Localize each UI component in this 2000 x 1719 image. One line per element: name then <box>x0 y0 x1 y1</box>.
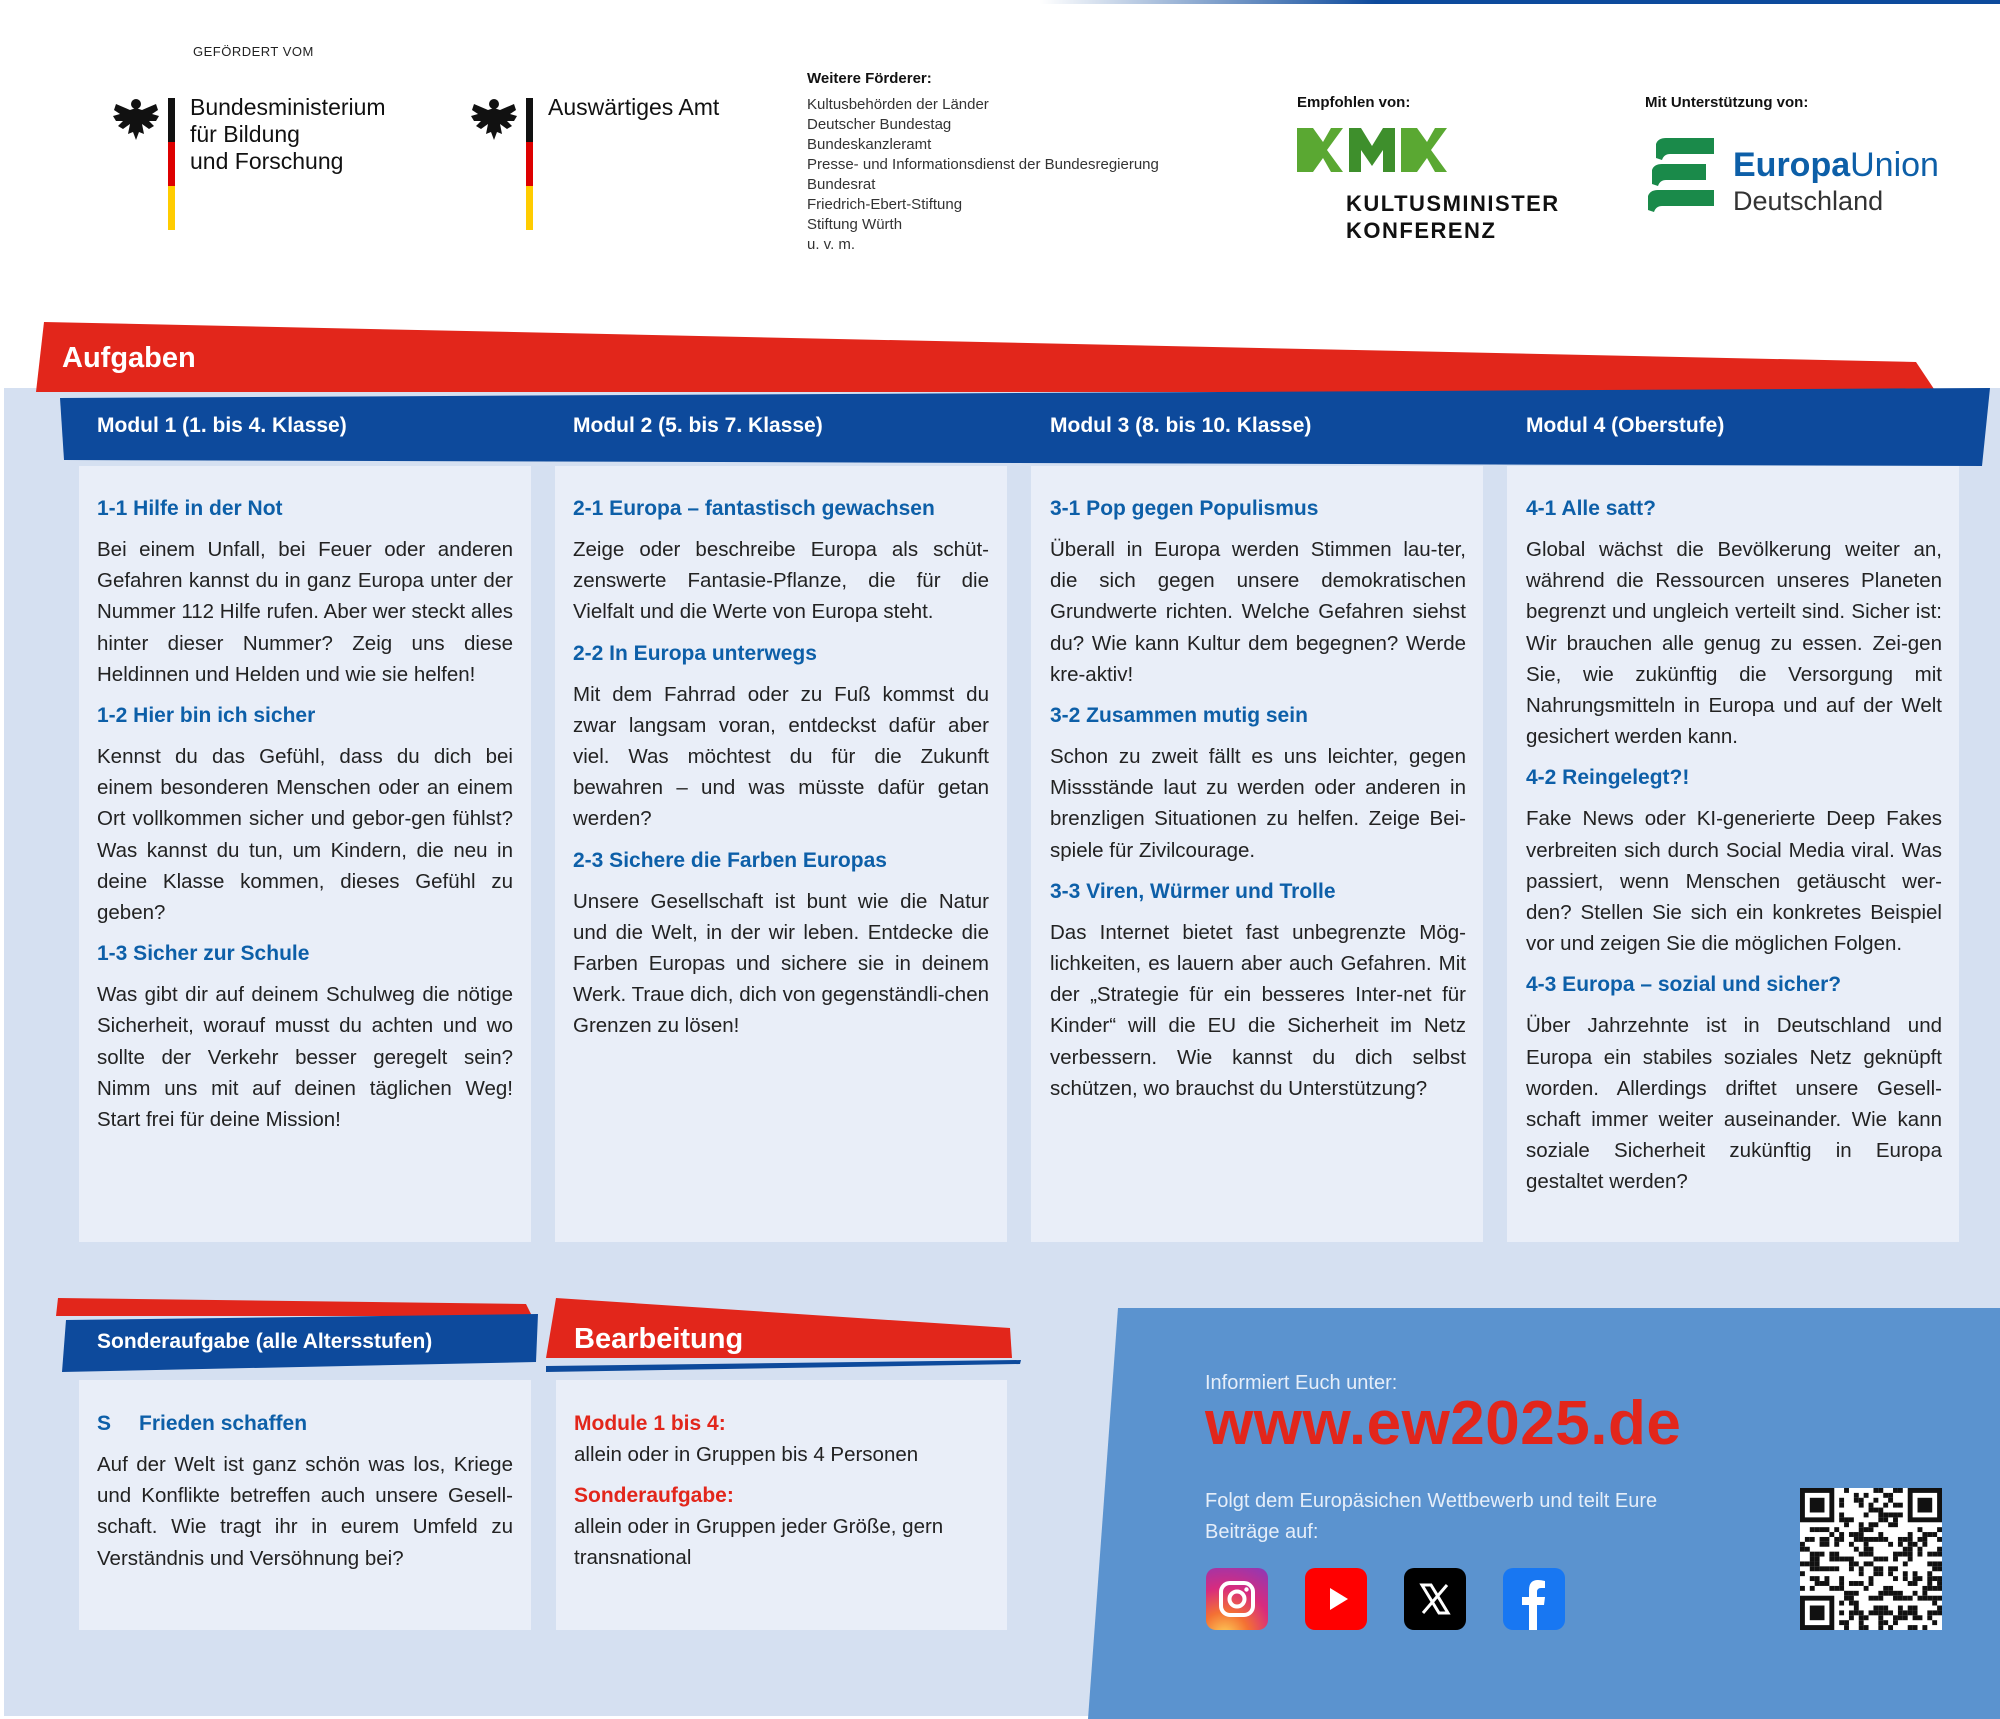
task-description: Auf der Welt ist ganz schön was los, Kriege und Konflikte betreffen auch unsere Gesell-schaft. Wie tragt ihr in eurem Umfeld zu Verständnis und Versöhnung bei? <box>97 1453 513 1570</box>
federal-eagle-icon <box>110 94 162 146</box>
x-logo-icon <box>1404 1568 1466 1630</box>
weitere-foerderer-title: Weitere Förderer: <box>807 70 932 87</box>
task-description: Fake News oder KI-generierte Deep Fakes verbreiten sich durch Social Media viral. Was passiert, wenn Menschen getäuscht wer-den? Stellen Sie sich ein konkretes Beispiel vor und zeigen Sie die möglichen Folgen. <box>1526 807 1942 956</box>
facebook-icon[interactable] <box>1503 1568 1565 1630</box>
foerderer-item: Bundeskanzleramt <box>807 136 932 153</box>
info-label: Informiert Euch unter: <box>1205 1372 1398 1394</box>
module-4-header: Modul 4 (Oberstufe) <box>1526 414 1725 437</box>
bearbeitung-text: allein oder in Gruppen bis 4 Personen <box>574 1443 919 1466</box>
task-description: Unsere Gesellschaft ist bunt wie die Natur und die Welt, in der wir leben. Entdecke die Farben Europas und sichere sie in deinem Werk. Traue dich, dich von gegenständli-chen Grenzen zu lösen! <box>573 889 989 1038</box>
bearbeitung-content <box>574 1408 990 1584</box>
task-title: 2-2 In Europa unterwegs <box>573 641 817 665</box>
module-3-tasks <box>1050 493 1466 1114</box>
task-description: Kennst du das Gefühl, dass du dich bei einem besonderen Menschen oder an einem Ort vollkommen sicher und gebor-gen fühlst? Was kannst du tun, um Kindern, die neu in deine Klasse kommen, dieses Gefühl zu geben? <box>97 745 513 925</box>
gefoerdert-label: GEFÖRDERT VOM <box>193 44 314 59</box>
german-flag-bar <box>526 98 533 230</box>
module-4-tasks <box>1526 493 1942 1208</box>
youtube-icon[interactable] <box>1305 1568 1367 1630</box>
kmk-wordmark: KULTUSMINISTER KONFERENZ <box>1346 191 1560 243</box>
aufgaben-title: Aufgaben <box>62 342 196 374</box>
task-title: 1-3 Sicher zur Schule <box>97 942 310 966</box>
sonderaufgabe-content <box>97 1408 513 1584</box>
module-2-header: Modul 2 (5. bis 7. Klasse) <box>573 414 823 437</box>
kmk-block <box>1297 94 1560 243</box>
task-description: Das Internet bietet fast unbegrenzte Mög-lichkeiten, es lauern aber auch Gefahren. Mit der „Strategie für ein besseres Inter-net für Kinder“ will die EU die Sicherheit im Netz verbessern. Wie kannst du dich selbst schützen, wo brauchst du Unterstützung? <box>1050 920 1466 1100</box>
module-2-tasks <box>573 493 989 1052</box>
website-link[interactable]: www.ew2025.de <box>1205 1389 1682 1458</box>
task-title <box>97 1408 513 1439</box>
instagram-icon[interactable] <box>1206 1568 1268 1630</box>
task-description: Zeige oder beschreibe Europa als schüt-zenswerte Fantasie-Pflanze, die für die Vielfalt und die Werte von Europa steht. <box>573 538 989 624</box>
facebook-f-icon <box>1503 1568 1565 1630</box>
unterstuetzung-label: Mit Unterstützung von: <box>1645 94 1809 111</box>
foerderer-item: u. v. m. <box>807 236 856 253</box>
bearbeitung-label: Sonderaufgabe: <box>574 1484 734 1508</box>
europa-union-name-rest: Union <box>1850 146 1939 184</box>
europa-union-block <box>1645 94 1939 216</box>
task-code: S <box>97 1412 112 1435</box>
empfohlen-label: Empfohlen von: <box>1297 94 1411 111</box>
task-title: 3-2 Zusammen mutig sein <box>1050 704 1308 728</box>
task-title: 4-2 Reingelegt?! <box>1526 766 1690 790</box>
task-title-text: Frieden schaffen <box>139 1412 308 1435</box>
foerderer-item: Presse- und Informationsdienst der Bundesregierung <box>807 156 1159 173</box>
task-title: 3-3 Viren, Würmer und Trolle <box>1050 879 1336 903</box>
foerderer-item: Friedrich-Ebert-Stiftung <box>807 196 963 213</box>
module-1-tasks <box>97 493 513 1145</box>
task-title: 4-1 Alle satt? <box>1526 497 1656 520</box>
task-description: Bei einem Unfall, bei Feuer oder anderen Gefahren kannst du in ganz Europa unter der Nummer 112 Hilfe rufen. Aber wer steckt alles hinter dieser Nummer? Zeig uns diese Heldinnen und Helden und wie sie helfen! <box>97 538 513 686</box>
task-title: 2-3 Sichere die Farben Europas <box>573 848 887 872</box>
bmbf-name: Bundesministerium für Bildung und Forschung <box>190 94 386 174</box>
task-title: 4-3 Europa – sozial und sicher? <box>1526 973 1842 997</box>
europa-union-name-bold: Europa <box>1733 146 1851 184</box>
foerderer-item: Stiftung Würth <box>807 216 903 233</box>
task-description: Was gibt dir auf deinem Schulweg die nötige Sicherheit, worauf musst du achten und wo sollte der Verkehr besser geregelt sein? Nimm uns mit auf deinen täglichen Weg! Start frei für deine Mission! <box>97 983 513 1132</box>
foerderer-item: Kultusbehörden der Länder <box>807 96 989 113</box>
youtube-play-icon <box>1305 1568 1367 1630</box>
top-accent-line <box>1040 0 2000 4</box>
foerderer-item: Deutscher Bundestag <box>807 116 952 133</box>
weitere-foerderer <box>807 70 1227 255</box>
auswaertiges-amt-logo <box>468 94 728 234</box>
bearbeitung-header: Bearbeitung <box>574 1323 744 1355</box>
task-description: Überall in Europa werden Stimmen lau-ter, die sich gegen unsere demokratischen Grundwerte richten. Welche Gefahren siehst du? Wie kann Kultur dem begegnen? Werde kre-aktiv! <box>1050 538 1466 686</box>
task-description: Über Jahrzehnte ist in Deutschland und Europa ein stabiles soziales Netz geknüpft worden. Allerdings driftet unsere Gesell-schaft immer weiter auseinander. Wie kann soziale Sicherheit zukünftig in Europa gestaltet werden? <box>1526 1014 1942 1194</box>
qr-code-icon <box>1800 1488 1942 1630</box>
task-description: Schon zu zweit fällt es uns leichter, gegen Missstände laut zu werden oder anderen in brenzligen Situationen zu helfen. Zeige Bei-spiele für Zivilcourage. <box>1050 745 1466 862</box>
module-1-header: Modul 1 (1. bis 4. Klasse) <box>97 414 347 437</box>
federal-eagle-icon <box>468 94 520 146</box>
europa-union-name <box>1733 146 1939 185</box>
instagram-glyph-icon <box>1206 1568 1268 1630</box>
german-flag-bar <box>168 98 175 230</box>
qr-code[interactable] <box>1800 1488 1942 1630</box>
bmbf-logo <box>110 94 410 234</box>
task-description: Global wächst die Bevölkerung weiter an, während die Ressourcen unseres Planeten begrenzt und ungleich verteilt sind. Sicher ist: Wir brauchen alle genug zu essen. Zei-gen Sie, wie zukünftig die Versorgung mit Nahrungsmitteln in Europa und auf der Welt gesichert werden kann. <box>1526 538 1942 749</box>
x-icon[interactable] <box>1404 1568 1466 1630</box>
task-title: 1-2 Hier bin ich sicher <box>97 704 316 728</box>
europa-union-country: Deutschland <box>1733 186 1884 216</box>
module-3-header: Modul 3 (8. bis 10. Klasse) <box>1050 414 1312 437</box>
task-title: 1-1 Hilfe in der Not <box>97 497 283 520</box>
aufgaben-banner <box>36 322 1936 392</box>
europa-union-logo-icon <box>1648 138 1718 218</box>
foerderer-item: Bundesrat <box>807 176 876 193</box>
bearbeitung-label: Module 1 bis 4: <box>574 1412 726 1435</box>
sonderaufgabe-header: Sonderaufgabe (alle Altersstufen) <box>97 1330 433 1353</box>
task-title: 2-1 Europa – fantastisch gewachsen <box>573 497 935 520</box>
follow-text: Folgt dem Europäsichen Wettbewerb und teilt Eure Beiträge auf: <box>1205 1490 1658 1543</box>
auswaertiges-amt-name: Auswärtiges Amt <box>548 94 720 120</box>
kmk-logo-icon <box>1297 128 1447 172</box>
task-description: Mit dem Fahrrad oder zu Fuß kommst du zwar langsam voran, entdeckst dafür aber viel. Was möchtest du für die Zukunft bewahren – und was müsste dafür getan werden? <box>573 682 989 831</box>
task-title: 3-1 Pop gegen Populismus <box>1050 497 1319 520</box>
bearbeitung-text: allein oder in Gruppen jeder Größe, gern transnational <box>574 1515 944 1570</box>
